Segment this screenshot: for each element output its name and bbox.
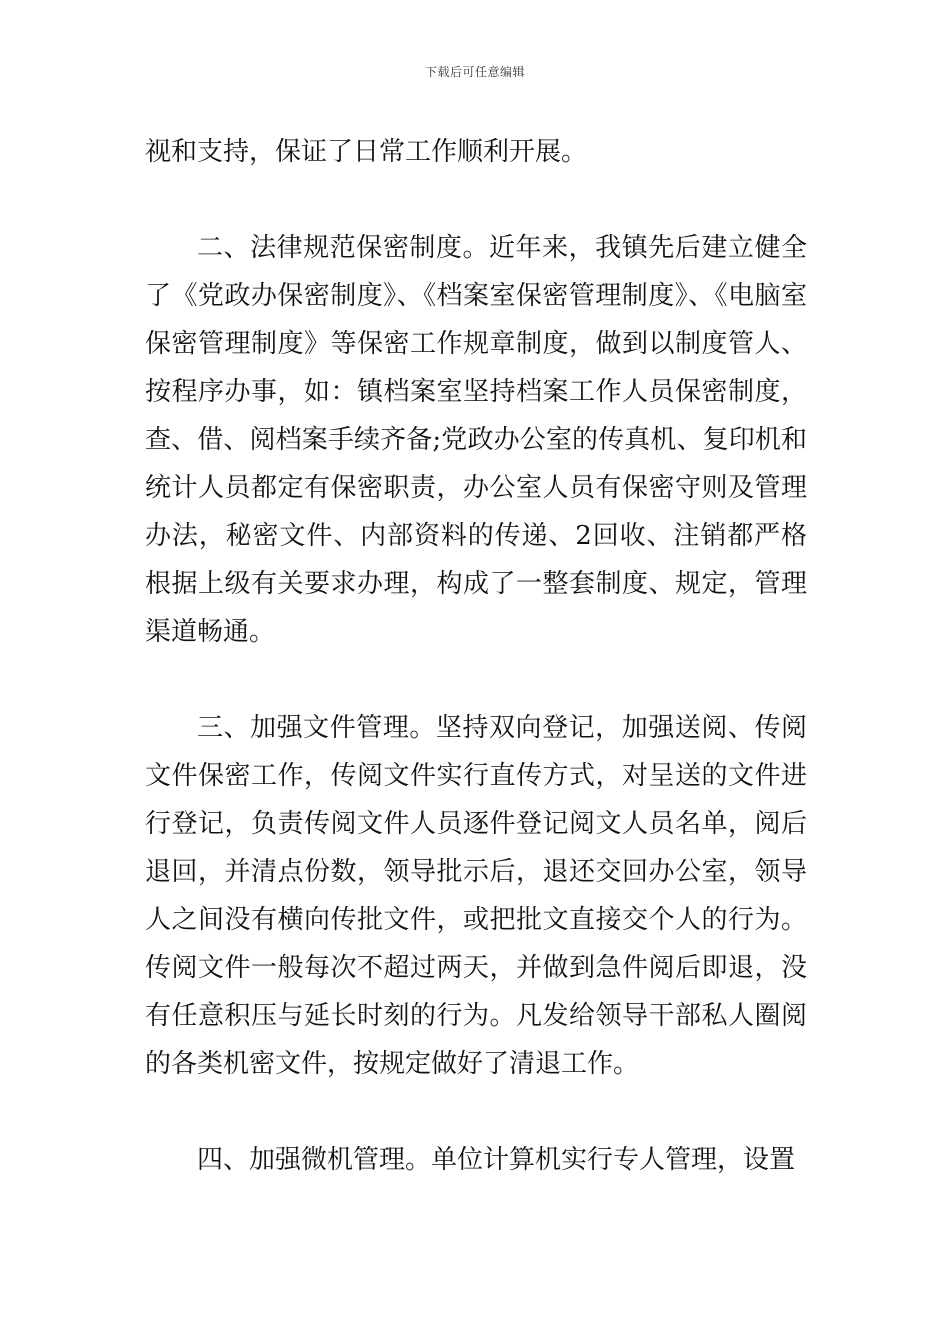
page-header-note: 下载后可任意编辑 <box>424 65 525 79</box>
paragraph-continuation: 视和支持，保证了日常工作顺利开展。 <box>145 137 588 167</box>
document-body <box>145 128 807 1184</box>
paragraph-section-2: 二、法律规范保密制度。近年来，我镇先后建立健全了《党政办保密制度》、《档案室保密管理制度》、《电脑室保密管理制度》等保密工作规章制度，做到以制度管人、按程序办事，如：镇档案室坚持档案工作人员保密制度，查、借、阅档案手续齐备;党政办公室的传真机、复印机和统计人员都定有保密职责，办公室人员有保密守则及管理办法，秘密文件、内部资料的传递、2回收、注销都严格根据上级有关要求办理，构成了一整套制度、规定，管理渠道畅通。 <box>145 233 807 647</box>
paragraph-section-4: 四、加强微机管理。单位计算机实行专人管理，设置 <box>197 1145 796 1175</box>
paragraph-section-3: 三、加强文件管理。坚持双向登记，加强送阅、传阅文件保密工作，传阅文件实行直传方式，对呈送的文件进行登记，负责传阅文件人员逐件登记阅文人员名单，阅后退回，并清点份数，领导批示后，退还交回办公室，领导人之间没有横向传批文件，或把批文直接交个人的行为。传阅文件一般每次不超过两天，并做到急件阅后即退，没有任意积压与延长时刻的行为。凡发给领导干部私人圈阅的各类机密文件，按规定做好了清退工作。 <box>145 713 807 1079</box>
